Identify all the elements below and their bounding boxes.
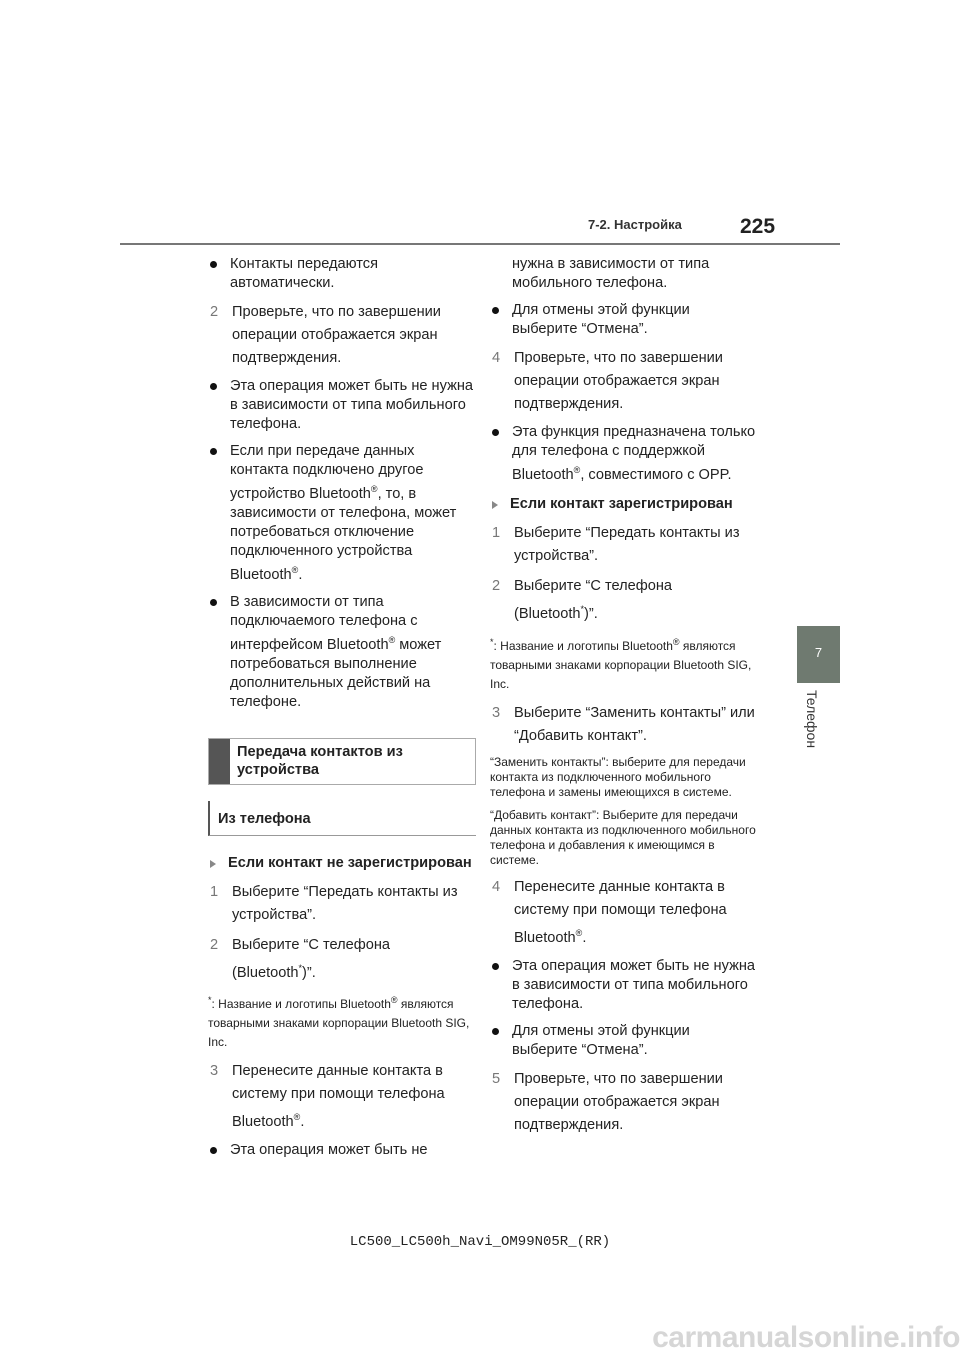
section-bar [209,739,230,784]
step-item: 2 Выберите “С телефона (Bluetooth*)”. [490,575,758,626]
header-divider [120,243,840,245]
option-description: “Добавить контакт”: Выберите для передачи данных контакта из подключенного мобильного телефона и добавления к имеющимся в системе. [490,807,756,867]
bullet-icon [210,448,217,455]
list-item-continued: нужна в зависимости от типа мобильного телефона. [512,256,710,291]
section-title-box [208,738,476,785]
step-number: 3 [210,1063,219,1080]
list-item: Эта операция может быть не [208,1141,476,1160]
step-number: 1 [492,524,501,541]
step-item: 5 Проверьте, что по завершении операции отображается экран подтверждения. [490,1068,758,1137]
option-description: “Заменить контакты”: выберите для передачи контакта из подключенного мобильного телефона и замены имеющихся в системе. [490,754,746,799]
step-item: 3 Перенесите данные контакта в систему при помощи телефона Bluetooth®. [208,1060,476,1134]
step-number: 2 [492,577,501,594]
step-item: 4 Проверьте, что по завершении операции отображается экран подтверждения. [490,347,758,416]
list-item: Эта операция может быть не нужна в зависимости от типа мобильного телефона. [208,377,476,434]
chapter-number: 7 [814,645,823,660]
triangle-icon [492,501,498,509]
bullet-icon [210,261,217,268]
list-item: Эта операция может быть не нужна в зависимости от типа мобильного телефона. [490,957,758,1014]
step-item: 2 Проверьте, что по завершении операции отображается экран подтверждения. [208,301,476,370]
list-item: Для отмены этой функции выберите “Отмена”. [490,301,758,339]
bullet-icon [210,599,217,606]
bullet-icon [210,1147,217,1154]
bullet-icon [492,963,499,970]
subheading: Если контакт зарегистрирован [490,493,758,516]
left-column [208,255,476,1168]
list-item: Для отмены этой функции выберите “Отмена”. [490,1022,758,1060]
watermark: carmanualsonline.info [652,1321,960,1354]
step-item: 3 Выберите “Заменить контакты” или “Добавить контакт”. [490,702,758,748]
right-column [490,255,758,1144]
step-item: 1 Выберите “Передать контакты из устройства”. [490,522,758,568]
subsection-heading: Из телефона [208,801,476,836]
section-heading: 7-2. Настройка [588,217,682,232]
step-number: 3 [492,704,501,721]
bullet-icon [210,383,217,390]
footnote: *: Название и логотипы Bluetooth® являются товарными знаками корпорации Bluetooth SIG, Inc. [208,995,470,1050]
list-item: Если при передаче данных контакта подключено другое устройство Bluetooth®, то, в зависимости от телефона, может потребоваться отключение подключенного устройства Bluetooth®. [208,442,476,585]
step-number: 4 [492,878,501,895]
document-footer: LC500_LC500h_Navi_OM99N05R_(RR) [349,1234,611,1250]
chapter-label: Телефон [804,690,820,749]
list-item: Контакты передаются автоматически. [208,255,476,293]
step-number: 5 [492,1070,501,1087]
list-item: В зависимости от типа подключаемого телефона с интерфейсом Bluetooth® может потребоваться выполнение дополнительных действий на телефоне. [208,593,476,712]
bullet-icon [492,1028,499,1035]
step-number: 1 [210,883,219,900]
subheading: Если контакт не зарегистрирован [208,852,476,875]
step-item: 2 Выберите “С телефона (Bluetooth*)”. [208,934,476,985]
step-number: 4 [492,350,501,366]
bullet-icon [492,429,499,436]
section-title: Передача контактов из устройства [237,743,403,778]
step-number: 2 [210,304,219,320]
step-number: 2 [210,936,219,953]
triangle-icon [210,860,216,868]
page-number: 225 [740,215,776,238]
list-item: Эта функция предназначена только для телефона с поддержкой Bluetooth®, совместимого с OPP. [490,423,758,485]
step-item: 4 Перенесите данные контакта в систему при помощи телефона Bluetooth®. [490,876,758,950]
step-item: 1 Выберите “Передать контакты из устройства”. [208,881,476,927]
footnote: *: Название и логотипы Bluetooth® являются товарными знаками корпорации Bluetooth SIG, Inc. [490,636,752,691]
bullet-icon [492,307,499,314]
